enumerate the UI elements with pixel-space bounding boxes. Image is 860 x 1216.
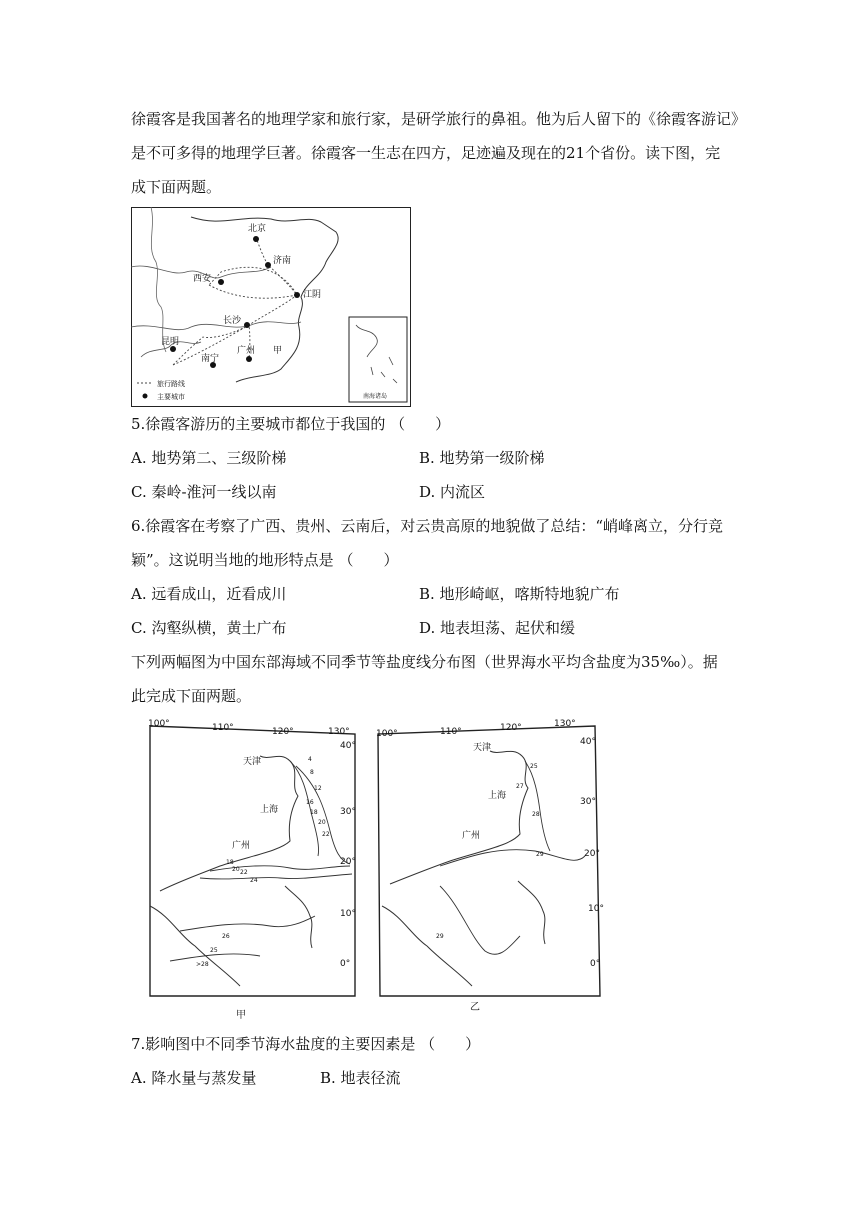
city-dot-beijing: [253, 236, 259, 242]
city-label-beijing: 北京: [248, 224, 267, 234]
city-label-changsha: 长沙: [223, 316, 242, 326]
city-dot-jinan: [265, 262, 271, 268]
svg-text:22: 22: [322, 831, 330, 838]
left-city-shanghai: 上海: [260, 805, 279, 815]
tick-top-3: 120°: [272, 727, 294, 737]
salinity-map-yi: [376, 719, 604, 1013]
intro2-line-1: 下列两幅图为中国东部海域不同季节等盐度线分布图（世界海水平均含盐度为35‰）。据: [131, 653, 718, 671]
tick-top-2: 110°: [212, 723, 234, 733]
intro-line-2: 是不可多得的地理学巨著。徐霞客一生志在四方，足迹遍及现在的21个省份。读下图，完: [131, 144, 721, 162]
city-dot-changsha: [244, 322, 250, 328]
intro-line-3: 成下面两题。: [131, 178, 222, 196]
legend-route: 旅行路线: [157, 380, 185, 388]
svg-text:24: 24: [250, 877, 258, 884]
q7-stem: 7.影响图中不同季节海水盐度的主要因素是 （ ）: [131, 1035, 481, 1053]
left-city-tianjin: 天津: [243, 757, 262, 767]
svg-text:26: 26: [222, 933, 230, 940]
svg-text:4: 4: [308, 756, 312, 763]
intro-line-1: 徐霞客是我国著名的地理学家和旅行家，是研学旅行的鼻祖。他为后人留下的《徐霞客游记》: [131, 110, 747, 128]
right-city-guangzhou: 广州: [462, 831, 481, 841]
svg-text:28: 28: [532, 811, 540, 818]
label-yi-map: 乙: [470, 1002, 480, 1013]
q6-stem-line-1: 6.徐霞客在考察了广西、贵州、云南后，对云贵高原的地貌做了总结：“峭峰离立，分行竞: [131, 517, 723, 535]
svg-text:29: 29: [436, 933, 444, 940]
q5-option-d[interactable]: D. 内流区: [419, 483, 486, 501]
svg-text:20°: 20°: [584, 849, 600, 859]
q6-option-c[interactable]: C. 沟壑纵横，黄土广布: [131, 619, 287, 637]
q7-option-b[interactable]: B. 地表径流: [320, 1069, 401, 1087]
svg-text:100°: 100°: [376, 729, 398, 739]
svg-text:8: 8: [310, 769, 314, 776]
svg-text:0°: 0°: [590, 959, 601, 969]
svg-text:130°: 130°: [554, 719, 576, 729]
city-label-kunming: 昆明: [161, 337, 180, 347]
travel-route-map: [131, 207, 411, 407]
inset-label: 南海诸岛: [363, 393, 388, 400]
intro2-line-2: 此完成下面两题。: [131, 687, 252, 705]
label-jia-map: 甲: [236, 1010, 246, 1021]
city-dot-xian: [218, 279, 224, 285]
tick-right-2: 30°: [340, 807, 356, 817]
svg-text:20: 20: [232, 866, 240, 873]
svg-text:18: 18: [226, 859, 234, 866]
tick-right-5: 0°: [340, 959, 351, 969]
tick-top-4: 130°: [328, 727, 350, 737]
svg-text:10°: 10°: [588, 904, 604, 914]
inset-box: [349, 317, 407, 402]
svg-text:12: 12: [314, 785, 322, 792]
tick-right-3: 20°: [340, 857, 356, 867]
right-city-tianjin: 天津: [473, 743, 492, 753]
svg-text:18: 18: [310, 809, 318, 816]
svg-text:27: 27: [516, 783, 524, 790]
svg-text:25: 25: [210, 947, 218, 954]
label-jia: 甲: [273, 346, 283, 356]
q5-option-c[interactable]: C. 秦岭-淮河一线以南: [131, 483, 277, 501]
svg-text:20: 20: [318, 819, 326, 826]
svg-text:16: 16: [306, 799, 314, 806]
q5-stem: 5.徐霞客游历的主要城市都位于我国的 （ ）: [131, 415, 451, 433]
svg-text:29: 29: [536, 851, 544, 858]
salinity-maps: [140, 716, 620, 1026]
city-label-jiangyin: 江阴: [303, 290, 322, 300]
q5-option-a[interactable]: A. 地势第二、三级阶梯: [131, 449, 287, 467]
svg-text:120°: 120°: [500, 723, 522, 733]
tick-right-1: 40°: [340, 741, 356, 751]
svg-text:22: 22: [240, 869, 248, 876]
q6-option-a[interactable]: A. 远看成山，近看成川: [131, 585, 287, 603]
svg-text:40°: 40°: [580, 737, 596, 747]
salinity-map-jia: [148, 719, 356, 1021]
q6-stem-line-2: 颖”。这说明当地的地形特点是 （ ）: [131, 551, 399, 569]
city-label-jinan: 济南: [273, 256, 292, 266]
right-city-shanghai: 上海: [488, 791, 507, 801]
q7-option-a[interactable]: A. 降水量与蒸发量: [131, 1069, 257, 1087]
svg-text:25: 25: [530, 763, 538, 770]
legend-city: 主要城市: [157, 393, 185, 401]
tick-right-4: 10°: [340, 909, 356, 919]
svg-text:110°: 110°: [440, 727, 462, 737]
q5-option-b[interactable]: B. 地势第一级阶梯: [419, 449, 545, 467]
q6-option-b[interactable]: B. 地形崎岖，喀斯特地貌广布: [419, 585, 620, 603]
q6-option-d[interactable]: D. 地表坦荡、起伏和缓: [419, 619, 576, 637]
left-city-guangzhou: 广州: [232, 841, 251, 851]
city-dot-jiangyin: [294, 292, 300, 298]
city-dot-guangzhou: [246, 356, 252, 362]
city-label-xian: 西安: [193, 274, 212, 284]
tick-top-1: 100°: [148, 719, 170, 729]
svg-text:30°: 30°: [580, 797, 596, 807]
city-label-nanning: 南宁: [201, 354, 220, 364]
svg-text:>28: >28: [196, 961, 209, 968]
city-label-guangzhou: 广州: [237, 346, 256, 356]
